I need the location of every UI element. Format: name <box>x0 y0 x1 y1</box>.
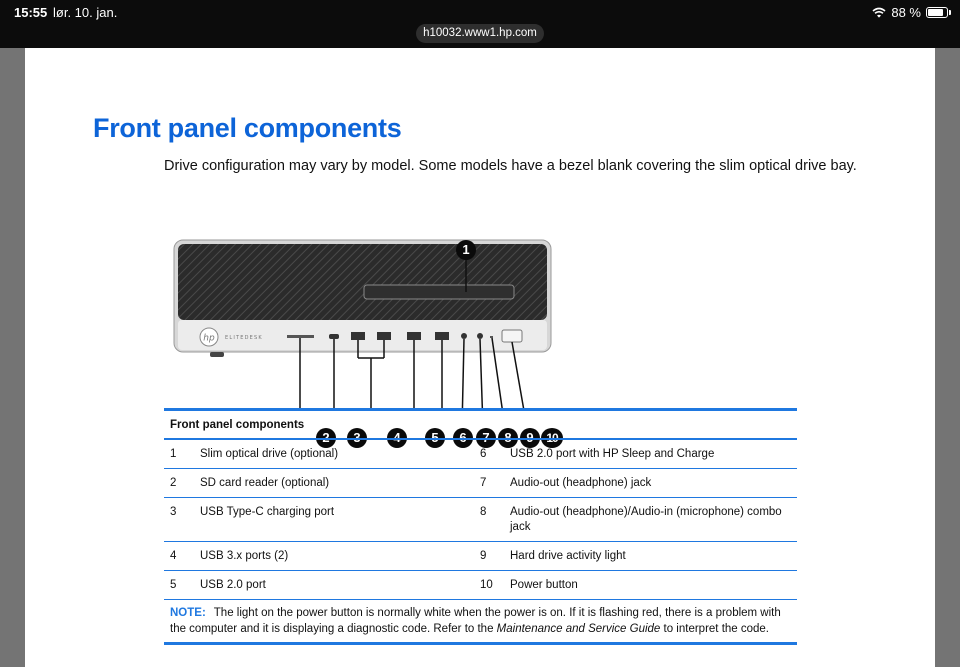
callout-7: 7 <box>476 428 496 448</box>
note-block <box>164 600 797 645</box>
row-num-right: 10 <box>480 579 493 591</box>
row-text-left: SD card reader (optional) <box>200 477 330 489</box>
row-num-right: 7 <box>480 477 487 489</box>
wifi-icon <box>872 7 886 18</box>
row-text-left: Slim optical drive (optional) <box>200 448 339 460</box>
document-page <box>25 48 935 667</box>
callout-9: 9 <box>520 428 540 448</box>
power-button <box>502 330 522 342</box>
callout-10: 10 <box>541 428 563 448</box>
battery-percent: 88 % <box>891 5 921 20</box>
callout-2: 2 <box>316 428 336 448</box>
row-num-left: 3 <box>170 506 177 518</box>
page-title: Front panel components <box>93 113 402 143</box>
status-right <box>872 5 948 20</box>
row-text-left: USB 2.0 port <box>200 579 266 591</box>
address-bar[interactable]: h10032.www1.hp.com <box>416 24 544 43</box>
computer-front-illustration <box>172 188 572 408</box>
callout-6: 6 <box>453 428 473 448</box>
row-text-right: Audio-out (headphone) jack <box>510 477 652 489</box>
note-text-1: The light on the power button is normally white when the power is on. If it is flashing red, there is a problem with the computer and it is displaying a diagnostic code. Refer to the <box>170 607 781 635</box>
callout-3: 3 <box>347 428 367 448</box>
combo-jack <box>477 333 483 339</box>
hdd-activity-light <box>490 336 493 338</box>
table-row <box>164 498 797 542</box>
note-label: NOTE: <box>170 607 206 619</box>
callout-5: 5 <box>425 428 445 448</box>
row-text-left: USB 3.x ports (2) <box>200 550 289 562</box>
table-row <box>164 440 797 469</box>
callout-1: 1 <box>456 240 476 260</box>
table-row <box>164 571 797 600</box>
table-row <box>164 542 797 571</box>
row-num-left: 1 <box>170 448 177 460</box>
table-header: Front panel components <box>164 411 797 440</box>
sd-card-slot <box>287 335 314 338</box>
battery-icon <box>926 7 948 18</box>
callout-8: 8 <box>498 428 518 448</box>
row-text-right: Audio-out (headphone)/Audio-in (microphone) combo jack <box>510 506 782 533</box>
row-num-right: 9 <box>480 550 487 562</box>
usb3-port-a <box>351 332 365 340</box>
row-num-right: 8 <box>480 506 487 518</box>
row-text-right: Power button <box>510 579 578 591</box>
status-time: 15:55 <box>14 5 48 20</box>
note-text-2: to interpret the code. <box>660 623 770 635</box>
brand-text: ELITEDESK <box>225 335 263 341</box>
status-date: lør. 10. jan. <box>53 5 118 20</box>
row-num-left: 4 <box>170 550 177 562</box>
intro-text: Drive configuration may vary by model. Some models have a bezel blank covering the slim optical drive bay. <box>164 158 857 174</box>
headphone-jack <box>461 333 467 339</box>
row-num-left: 5 <box>170 579 177 591</box>
components-table <box>164 408 797 645</box>
usb-c-port <box>329 334 339 339</box>
row-text-right: Hard drive activity light <box>510 550 626 562</box>
row-num-right: 6 <box>480 448 487 460</box>
note-guide-title: Maintenance and Service Guide <box>496 623 661 635</box>
row-text-right: USB 2.0 port with HP Sleep and Charge <box>510 448 715 460</box>
callout-4: 4 <box>387 428 407 448</box>
status-bar <box>0 0 960 48</box>
svg-text:hp: hp <box>203 333 215 344</box>
usb3-port-b <box>377 332 391 340</box>
usb2-port <box>407 332 421 340</box>
usb2-sleep-charge-port <box>435 332 449 340</box>
row-num-left: 2 <box>170 477 177 489</box>
table-row <box>164 469 797 498</box>
row-text-left: USB Type-C charging port <box>200 506 335 518</box>
optical-drive-slot <box>364 285 514 299</box>
